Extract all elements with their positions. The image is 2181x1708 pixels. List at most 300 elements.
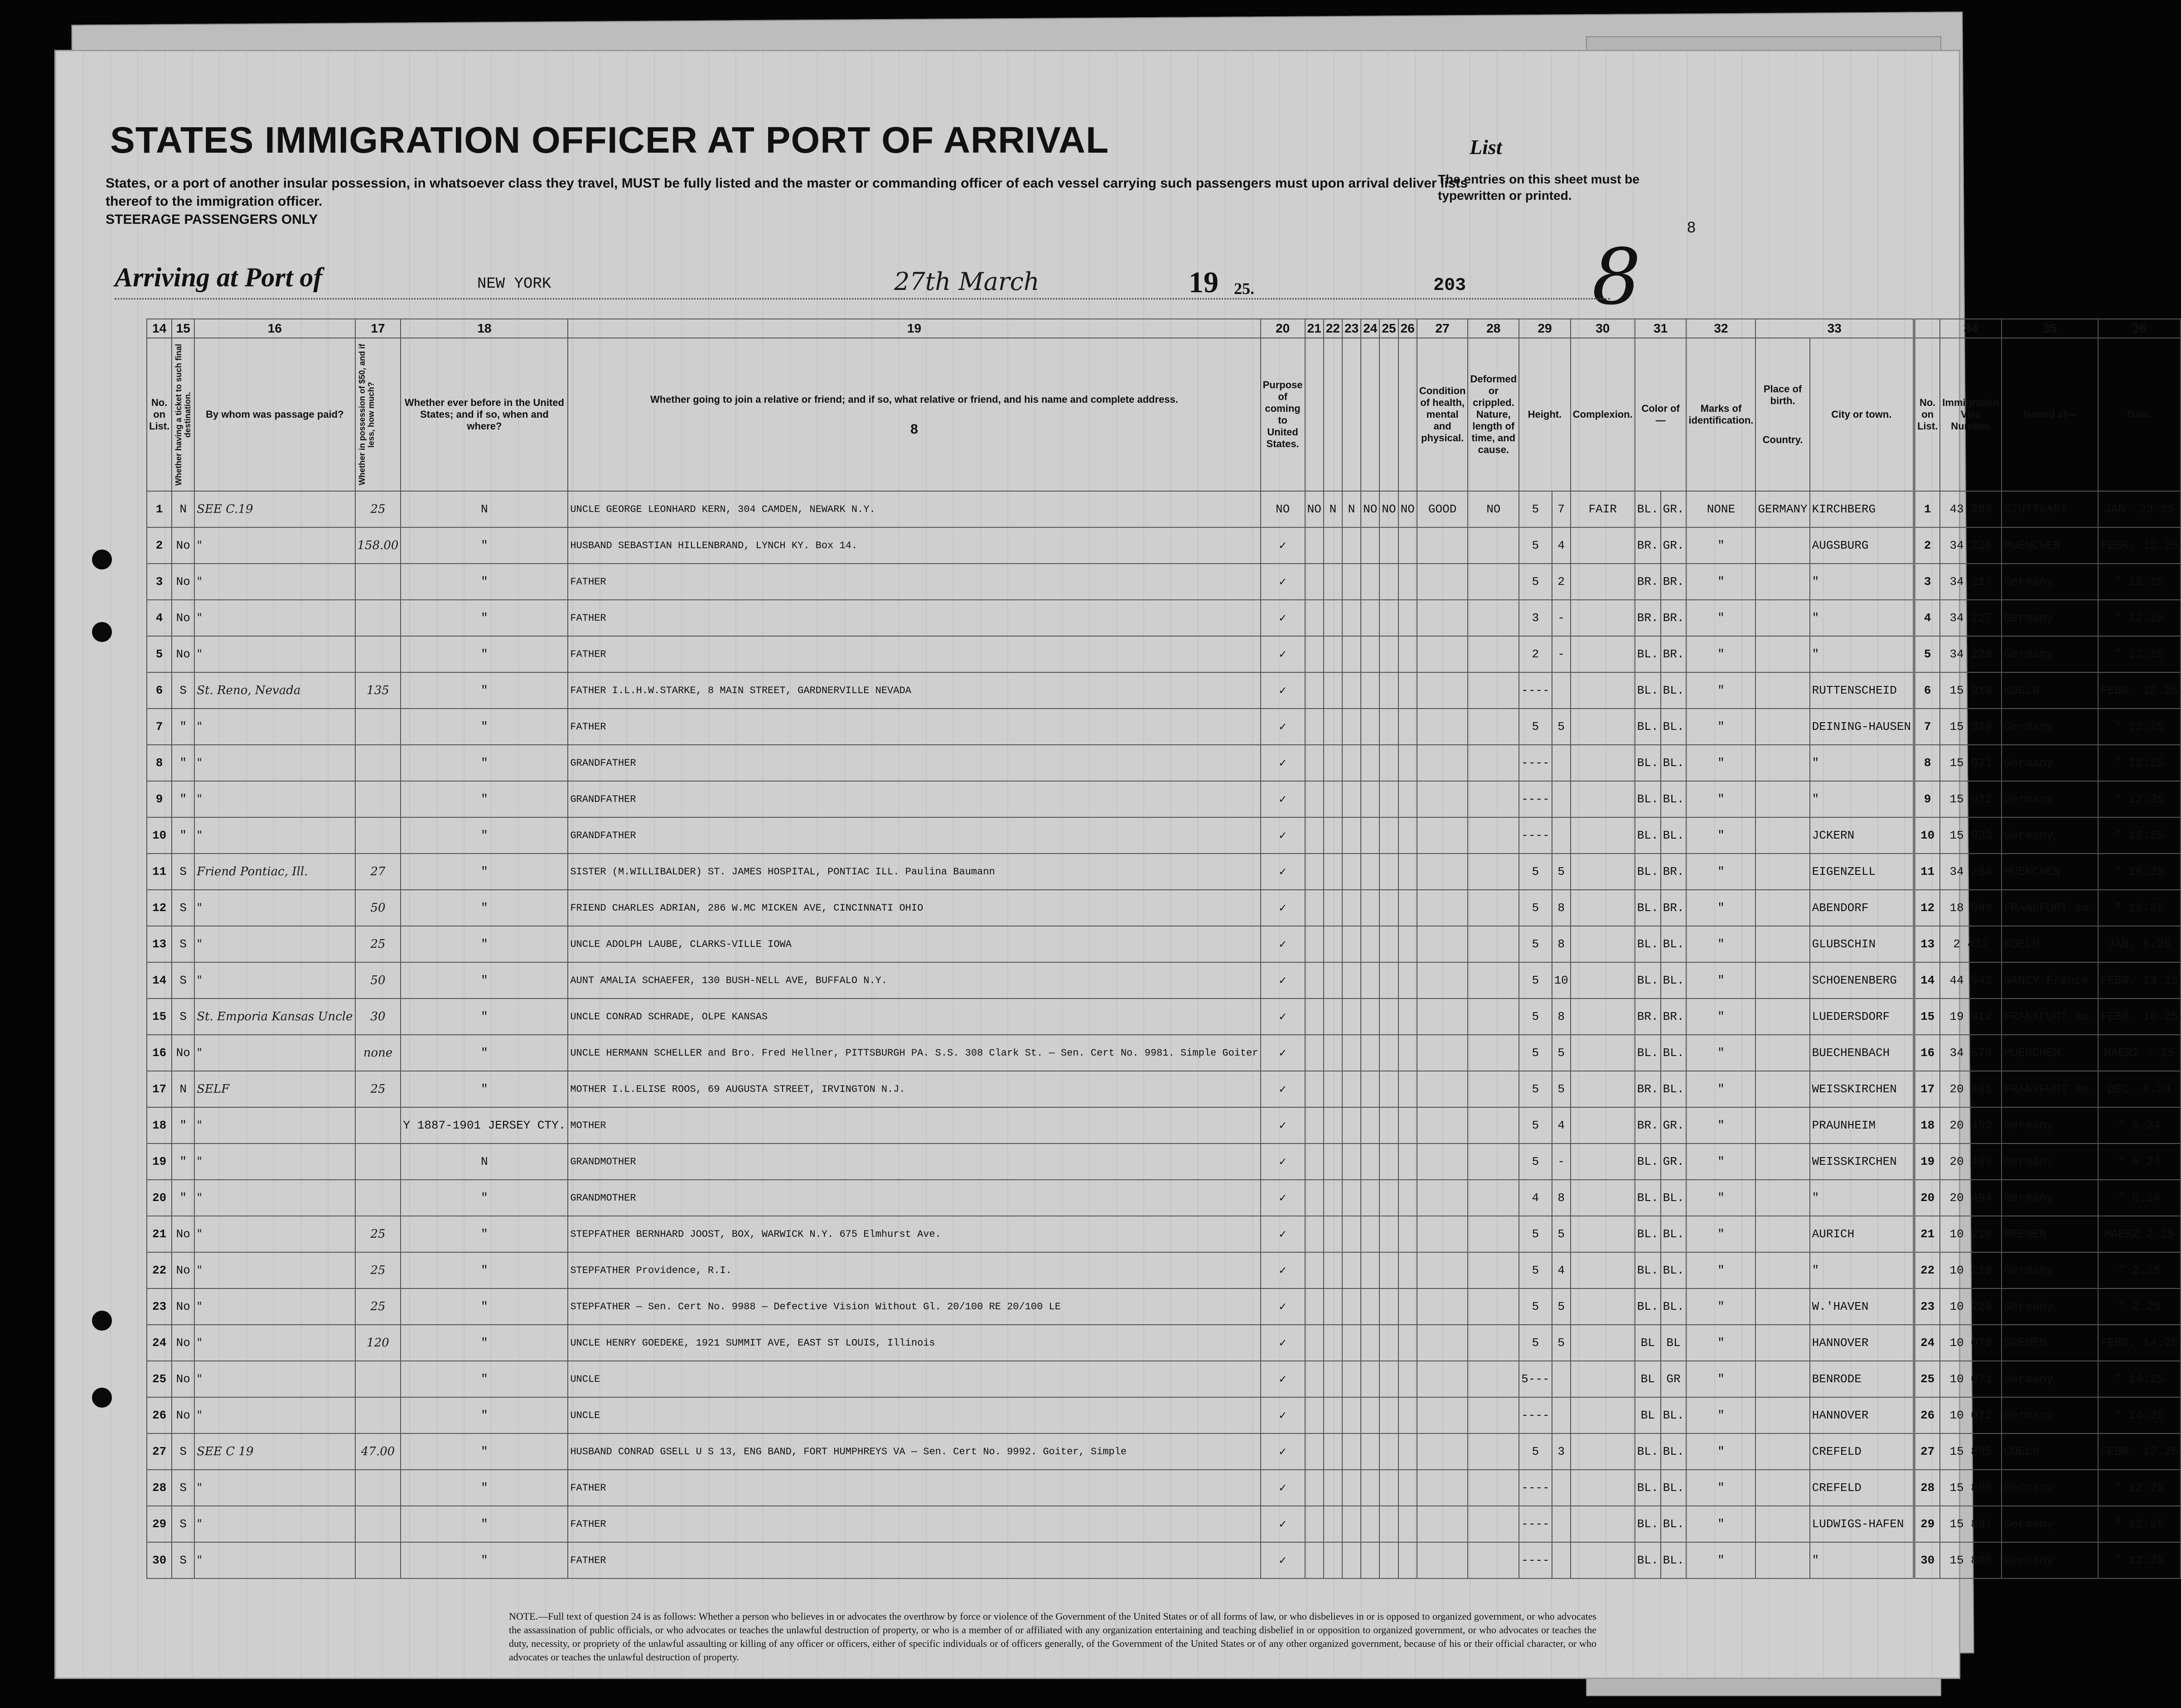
cell-in (1552, 745, 1571, 781)
cell-city: " (1810, 564, 1914, 600)
cell-no: 10 (147, 817, 172, 854)
cell-health (1417, 1071, 1468, 1107)
cell-no: 17 (147, 1071, 172, 1107)
cell-country (1755, 672, 1809, 709)
cell-hair: BL. (1635, 1216, 1661, 1252)
cell-no: 6 (147, 672, 172, 709)
cell-health (1417, 1035, 1468, 1071)
cell-marks: " (1686, 1180, 1755, 1216)
cell-purpose: ✓ (1261, 600, 1305, 636)
cell-a23 (1342, 1542, 1361, 1578)
cell-ft: ---- (1519, 781, 1552, 817)
cell-visa: 43 289 (1940, 491, 2002, 527)
cell-marks: " (1686, 1035, 1755, 1071)
cell-ticket: N (172, 491, 194, 527)
cell-issued: BREMEN (2002, 1216, 2098, 1252)
cell-complexion (1571, 672, 1635, 709)
cell-eyes: BR. (1661, 890, 1687, 926)
cell-eyes: GR. (1661, 1107, 1687, 1143)
cell-a26 (1398, 781, 1417, 817)
table-row (147, 1325, 2181, 1361)
cell-no: 20 (147, 1180, 172, 1216)
cell-issued: Germany (2002, 1361, 2098, 1397)
header-health: Condition of health, mental and physical. (1417, 338, 1468, 491)
table-row (147, 1288, 2181, 1325)
cell-before: " (401, 1252, 568, 1288)
cell-issued: FRANKFURT am. (2002, 999, 2098, 1035)
cell-health (1417, 636, 1468, 672)
cell-a24 (1361, 1143, 1379, 1180)
header-marks: Marks of identification. (1686, 338, 1755, 491)
cell-marks: " (1686, 1506, 1755, 1542)
cell-marks: " (1686, 1071, 1755, 1107)
cell-join: HUSBAND SEBASTIAN HILLENBRAND, LYNCH KY. Box 14. (568, 527, 1260, 564)
cell-issued: Germany (2002, 1180, 2098, 1216)
cell-health (1417, 1325, 1468, 1361)
cell-deformed (1468, 1143, 1519, 1180)
cell-visa: 15 923 (1940, 817, 2002, 854)
cell-paid: SEE C.19 (194, 491, 355, 527)
cell-a26 (1398, 1506, 1417, 1542)
cell-deformed: NO (1468, 491, 1519, 527)
cell-paid: St. Reno, Nevada (194, 672, 355, 709)
cell-visa: 15 921 (1940, 745, 2002, 781)
col-num: 22 (1324, 319, 1342, 338)
table-row (147, 890, 2181, 926)
cell-a25: NO (1379, 491, 1398, 527)
table-row (147, 1542, 2181, 1578)
cell-in (1552, 672, 1571, 709)
cell-health (1417, 854, 1468, 890)
cell-date: " 12.25 (2098, 1506, 2181, 1542)
cell-eyes: BL. (1661, 1506, 1687, 1542)
header-city: City or town. (1810, 338, 1914, 491)
cell-ticket: No (172, 1216, 194, 1252)
col-num: 21 (1305, 319, 1324, 338)
cell-vno: 14 (1914, 962, 1940, 999)
cell-money: 50 (355, 962, 401, 999)
cell-in: 4 (1552, 1107, 1571, 1143)
cell-visa: 10 072 (1940, 1397, 2002, 1433)
cell-before: " (401, 1071, 568, 1107)
col-num: 35 (2002, 319, 2098, 338)
cell-a22 (1324, 1216, 1342, 1252)
cell-ticket: S (172, 1542, 194, 1578)
table-row (147, 1143, 2181, 1180)
cell-hair: BL. (1635, 890, 1661, 926)
cell-a21 (1305, 1252, 1324, 1288)
cell-marks: " (1686, 1288, 1755, 1325)
footer-note: NOTE.—Full text of question 24 is as follows: Whether a person who believes in or advocates the overthrow by force or violence of the Government of the United States or of all forms of law, or who disbelieves in or is opposed to organized government, or who advocates the assassination of public officials, or who advocates or teaches the unlawful destruction of property, or who is a member of or affiliated with any organization entertaining and teaching disbelief in or opposition to organized government, or who advocates or teaches the duty, necessity, or propriety of the unlawful assaulting or killing of any officer or officers, either of specific individuals or of officers generally, of the Government of the United States or of any other organized government, because of his or their official character, or who advocates or teaches the unlawful destruction of property. (509, 1611, 1596, 1663)
cell-join: FATHER (568, 1542, 1260, 1578)
table-row (147, 745, 2181, 781)
cell-ft: 5 (1519, 1252, 1552, 1288)
cell-a25 (1379, 781, 1398, 817)
cell-country (1755, 600, 1809, 636)
cell-eyes: GR. (1661, 1143, 1687, 1180)
cell-ft: ---- (1519, 745, 1552, 781)
cell-vno: 3 (1914, 564, 1940, 600)
cell-ticket: No (172, 564, 194, 600)
cell-a24 (1361, 1542, 1379, 1578)
cell-in: 8 (1552, 890, 1571, 926)
cell-before: " (401, 781, 568, 817)
cell-health (1417, 1433, 1468, 1470)
col-num (1914, 319, 1940, 338)
cell-issued: FRANKFURT am. (2002, 1071, 2098, 1107)
cell-vno: 24 (1914, 1325, 1940, 1361)
cell-a26 (1398, 1035, 1417, 1071)
cell-hair: BL. (1635, 817, 1661, 854)
cell-a25 (1379, 1035, 1398, 1071)
cell-issued: Germany (2002, 1288, 2098, 1325)
cell-join: MOTHER (568, 1107, 1260, 1143)
cell-issued: Germany (2002, 817, 2098, 854)
cell-health: GOOD (1417, 491, 1468, 527)
cell-a26 (1398, 1252, 1417, 1288)
cell-marks: " (1686, 1433, 1755, 1470)
cell-a22 (1324, 564, 1342, 600)
cell-eyes: BR. (1661, 854, 1687, 890)
col-num: 28 (1468, 319, 1519, 338)
cell-before: " (401, 1216, 568, 1252)
cell-a21 (1305, 1107, 1324, 1143)
cell-money: 120 (355, 1325, 401, 1361)
cell-issued: NANCY France (2002, 962, 2098, 999)
cell-a21 (1305, 1506, 1324, 1542)
cell-a23: N (1342, 491, 1361, 527)
cell-issued: Germany (2002, 1397, 2098, 1433)
cell-a22 (1324, 745, 1342, 781)
cell-money (355, 781, 401, 817)
cell-purpose: ✓ (1261, 1470, 1305, 1506)
col-num: 36 (2098, 319, 2181, 338)
cell-no: 26 (147, 1397, 172, 1433)
cell-marks: " (1686, 890, 1755, 926)
cell-a24 (1361, 564, 1379, 600)
cell-before: " (401, 1397, 568, 1433)
cell-health (1417, 999, 1468, 1035)
cell-no: 25 (147, 1361, 172, 1397)
cell-a26 (1398, 1288, 1417, 1325)
cell-paid: SELF (194, 1071, 355, 1107)
cell-visa: 19 012 (1940, 999, 2002, 1035)
cell-eyes: BL. (1661, 745, 1687, 781)
col-num: 26 (1398, 319, 1417, 338)
cell-vno: 30 (1914, 1542, 1940, 1578)
cell-a25 (1379, 962, 1398, 999)
cell-purpose: ✓ (1261, 1216, 1305, 1252)
cell-a23 (1342, 1035, 1361, 1071)
cell-eyes: BL. (1661, 672, 1687, 709)
cell-a21 (1305, 1288, 1324, 1325)
cell-visa: 15 897 (1940, 1506, 2002, 1542)
header-complexion: Complexion. (1571, 338, 1635, 491)
cell-country (1755, 1180, 1809, 1216)
cell-deformed (1468, 600, 1519, 636)
cell-paid: " (194, 1143, 355, 1180)
cell-date: " 6.24 (2098, 1180, 2181, 1216)
col-num: 31 (1635, 319, 1687, 338)
cell-a23 (1342, 817, 1361, 854)
cell-a26 (1398, 1361, 1417, 1397)
cell-money (355, 1542, 401, 1578)
cell-no: 28 (147, 1470, 172, 1506)
cell-vno: 5 (1914, 636, 1940, 672)
header-col-21 (1305, 338, 1324, 491)
cell-money (355, 1470, 401, 1506)
cell-a24 (1361, 1325, 1379, 1361)
cell-health (1417, 1506, 1468, 1542)
cell-before: " (401, 817, 568, 854)
cell-before: " (401, 1542, 568, 1578)
cell-before: " (401, 1035, 568, 1071)
cell-complexion (1571, 781, 1635, 817)
cell-a21 (1305, 1216, 1324, 1252)
cell-hair: BR. (1635, 1071, 1661, 1107)
cell-ticket: No (172, 1035, 194, 1071)
cell-eyes: BL. (1661, 1288, 1687, 1325)
arrival-date: 27th March (894, 267, 1040, 296)
table-row (147, 1071, 2181, 1107)
cell-eyes: BL. (1661, 1071, 1687, 1107)
cell-a26 (1398, 1143, 1417, 1180)
cell-money (355, 600, 401, 636)
cell-marks: " (1686, 1252, 1755, 1288)
cell-join: HUSBAND CONRAD GSELL U S 13, ENG BAND, FORT HUMPHREYS VA — Sen. Cert No. 9992. Goiter, Simple (568, 1433, 1260, 1470)
cell-date: " 2.25 (2098, 1288, 2181, 1325)
cell-purpose: ✓ (1261, 1433, 1305, 1470)
cell-city: " (1810, 636, 1914, 672)
cell-a26 (1398, 709, 1417, 745)
cell-a22 (1324, 1325, 1342, 1361)
cell-no: 27 (147, 1433, 172, 1470)
cell-country (1755, 636, 1809, 672)
cell-a24 (1361, 926, 1379, 962)
cell-purpose: ✓ (1261, 672, 1305, 709)
cell-eyes: BL. (1661, 781, 1687, 817)
cell-country (1755, 1143, 1809, 1180)
cell-country (1755, 1252, 1809, 1288)
cell-health (1417, 1107, 1468, 1143)
cell-no: 18 (147, 1107, 172, 1143)
header-money: Whether in possession of $50, and if less, how much? (355, 338, 401, 491)
cell-a21 (1305, 1071, 1324, 1107)
cell-money: 30 (355, 999, 401, 1035)
cell-complexion (1571, 854, 1635, 890)
cell-complexion (1571, 1035, 1635, 1071)
cell-before: " (401, 1506, 568, 1542)
cell-eyes: BR. (1661, 564, 1687, 600)
cell-a25 (1379, 1143, 1398, 1180)
header-col-22 (1324, 338, 1342, 491)
cell-deformed (1468, 636, 1519, 672)
cell-a23 (1342, 672, 1361, 709)
cell-marks: " (1686, 1542, 1755, 1578)
cell-no: 29 (147, 1506, 172, 1542)
cell-complexion (1571, 1288, 1635, 1325)
cell-city: DEINING-HAUSEN (1810, 709, 1914, 745)
cell-vno: 20 (1914, 1180, 1940, 1216)
steerage-label: STEERAGE PASSENGERS ONLY (106, 212, 318, 227)
cell-a26 (1398, 1542, 1417, 1578)
cell-marks: NONE (1686, 491, 1755, 527)
punch-hole (92, 1388, 112, 1408)
cell-in: 5 (1552, 1288, 1571, 1325)
cell-a25 (1379, 1325, 1398, 1361)
cell-city: " (1810, 1180, 1914, 1216)
cell-marks: " (1686, 564, 1755, 600)
cell-ticket: S (172, 999, 194, 1035)
cell-ticket: No (172, 1288, 194, 1325)
cell-a23 (1342, 1216, 1361, 1252)
cell-marks: " (1686, 962, 1755, 999)
cell-city: EIGENZELL (1810, 854, 1914, 890)
col-num: 33 (1755, 319, 1914, 338)
cell-before: " (401, 527, 568, 564)
cell-visa: 15 898 (1940, 1542, 2002, 1578)
cell-a26 (1398, 999, 1417, 1035)
cell-a22 (1324, 527, 1342, 564)
cell-in: 5 (1552, 1216, 1571, 1252)
punch-hole (92, 550, 112, 569)
cell-a24 (1361, 672, 1379, 709)
cell-issued: Germany (2002, 1252, 2098, 1288)
cell-complexion (1571, 817, 1635, 854)
cell-a24 (1361, 781, 1379, 817)
cell-ft: 5 (1519, 1288, 1552, 1325)
cell-city: LUEDERSDORF (1810, 999, 1914, 1035)
cell-deformed (1468, 1397, 1519, 1433)
cell-money (355, 1107, 401, 1143)
cell-a24 (1361, 1397, 1379, 1433)
col-num: 17 (355, 319, 401, 338)
cell-visa: 34 227 (1940, 600, 2002, 636)
cell-hair: BR. (1635, 527, 1661, 564)
table-row (147, 999, 2181, 1035)
punch-hole (92, 1311, 112, 1331)
cell-visa: 15 896 (1940, 1470, 2002, 1506)
cell-visa: 34 578 (1940, 1035, 2002, 1071)
cell-visa: 10 070 (1940, 1325, 2002, 1361)
cell-a22 (1324, 854, 1342, 890)
cell-complexion (1571, 1506, 1635, 1542)
page-title: STATES IMMIGRATION OFFICER AT PORT OF ARRIVAL (110, 120, 1109, 161)
header-col-23 (1342, 338, 1361, 491)
cell-a21 (1305, 999, 1324, 1035)
cell-a23 (1342, 999, 1361, 1035)
cell-a26: NO (1398, 491, 1417, 527)
cell-a24 (1361, 1506, 1379, 1542)
table-row (147, 1252, 2181, 1288)
cell-hair: BL. (1635, 709, 1661, 745)
col-num: 20 (1261, 319, 1305, 338)
cell-health (1417, 745, 1468, 781)
cell-a24 (1361, 1216, 1379, 1252)
cell-deformed (1468, 1107, 1519, 1143)
cell-visa: 10 071 (1940, 1361, 2002, 1397)
cell-hair: BL (1635, 1325, 1661, 1361)
cell-a26 (1398, 926, 1417, 962)
cell-a21 (1305, 854, 1324, 890)
cell-join: UNCLE ADOLPH LAUBE, CLARKS-VILLE IOWA (568, 926, 1260, 962)
cell-date: FEBR. 10.25 (2098, 999, 2181, 1035)
cell-ticket: " (172, 1107, 194, 1143)
cell-ticket: " (172, 1180, 194, 1216)
cell-date: " 12.25 (2098, 890, 2181, 926)
col-num: 23 (1342, 319, 1361, 338)
table-row (147, 491, 2181, 527)
cell-issued: MUENCHEN (2002, 527, 2098, 564)
cell-date: " 12.25 (2098, 564, 2181, 600)
cell-a25 (1379, 1361, 1398, 1397)
cell-in: - (1552, 600, 1571, 636)
cell-a23 (1342, 745, 1361, 781)
cell-city: " (1810, 600, 1914, 636)
cell-a22 (1324, 1035, 1342, 1071)
col-num: 25 (1379, 319, 1398, 338)
cell-money (355, 564, 401, 600)
cell-city: W.'HAVEN (1810, 1288, 1914, 1325)
cell-ft: 5 (1519, 709, 1552, 745)
cell-health (1417, 672, 1468, 709)
cell-a26 (1398, 1397, 1417, 1433)
cell-health (1417, 600, 1468, 636)
cell-before: " (401, 709, 568, 745)
cell-deformed (1468, 962, 1519, 999)
cell-join: AUNT AMALIA SCHAEFER, 130 BUSH-NELL AVE, BUFFALO N.Y. (568, 962, 1260, 999)
cell-date: DEC. 6.24 (2098, 1071, 2181, 1107)
header-ticket: Whether having a ticket to such final destination. (172, 338, 194, 491)
cell-no: 2 (147, 527, 172, 564)
cell-join: GRANDFATHER (568, 817, 1260, 854)
cell-ft: 5 (1519, 926, 1552, 962)
cell-vno: 15 (1914, 999, 1940, 1035)
cell-vno: 22 (1914, 1252, 1940, 1288)
cell-country (1755, 781, 1809, 817)
cell-ticket: No (172, 1252, 194, 1288)
cell-deformed (1468, 1361, 1519, 1397)
cell-a21 (1305, 1542, 1324, 1578)
cell-a23 (1342, 1506, 1361, 1542)
cell-join: FRIEND CHARLES ADRIAN, 286 W.MC MICKEN AVE, CINCINNATI OHIO (568, 890, 1260, 926)
cell-a25 (1379, 854, 1398, 890)
cell-a25 (1379, 1542, 1398, 1578)
cell-ticket: No (172, 527, 194, 564)
cell-paid: " (194, 1542, 355, 1578)
col-num: 29 (1519, 319, 1571, 338)
cell-a22 (1324, 781, 1342, 817)
cell-eyes: BL. (1661, 962, 1687, 999)
header-paid-by: By whom was passage paid? (194, 338, 355, 491)
cell-money (355, 1361, 401, 1397)
cell-date: " 14.25 (2098, 1397, 2181, 1433)
cell-ticket: " (172, 1143, 194, 1180)
table-row (147, 527, 2181, 564)
cell-in: 5 (1552, 1325, 1571, 1361)
cell-a25 (1379, 745, 1398, 781)
cell-a23 (1342, 1180, 1361, 1216)
cell-purpose: ✓ (1261, 1035, 1305, 1071)
cell-purpose: ✓ (1261, 1542, 1305, 1578)
cell-in: - (1552, 636, 1571, 672)
cell-a21 (1305, 962, 1324, 999)
cell-date: " 2.25 (2098, 1252, 2181, 1288)
port-name: NEW YORK (477, 275, 551, 293)
table-row (147, 709, 2181, 745)
cell-city: CREFELD (1810, 1470, 1914, 1506)
cell-hair: BR. (1635, 600, 1661, 636)
